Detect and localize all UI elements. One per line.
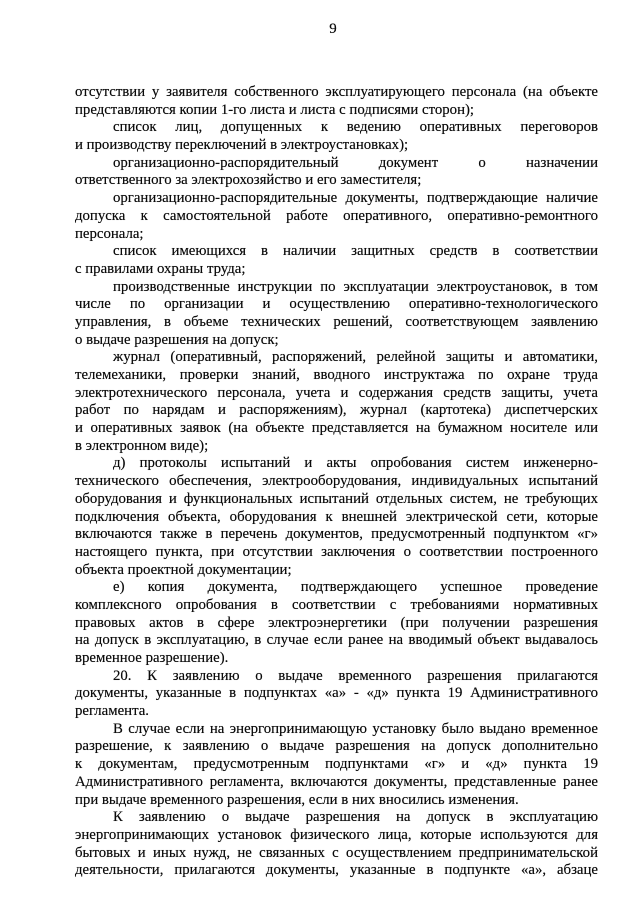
paragraph [75, 243, 598, 278]
text-line: объекта проектной документации; [75, 561, 292, 578]
text-line: управления, в объеме технических решений, соответствующем заявлению [75, 313, 598, 330]
text-line: д) протоколы испытаний и акты опробования систем инженерно- [113, 455, 598, 472]
text-line: К заявлению о выдаче разрешения на допуск в эксплуатацию [113, 809, 598, 826]
text-line: регламента. [75, 703, 149, 720]
text-line: представляются копии 1-го листа и листа с подписями сторон); [75, 101, 475, 118]
paragraph-continues-next-page [75, 809, 598, 880]
text-line: бытовых и иных нужд, не связанных с осуществлением предпринимательской [75, 844, 598, 861]
text-line: 20. К заявлению о выдаче временного разрешения прилагаются [113, 667, 598, 684]
text-line: персонала; [75, 225, 144, 242]
text-line: В случае если на энергопринимающую установку было выдано временное [113, 720, 598, 737]
paragraph-continued [75, 84, 598, 119]
text-line: работ по нарядам и распоряжениям), журнал (картотека) диспетчерских [75, 402, 598, 419]
paragraph [75, 349, 598, 455]
paragraph [75, 119, 598, 154]
text-line: Административного регламента, включаются документы, представленные ранее [75, 773, 598, 790]
text-line: оборудования и функциональных испытаний отдельных систем, не требующих [75, 490, 598, 507]
text-line: энергопринимающих установок физического лица, которые используются для [75, 826, 598, 843]
text-line: комплексного опробования в соответствии с требованиями нормативных [75, 596, 598, 613]
text-line: включаются также в перечень документов, предусмотренный подпунктом «г» [75, 526, 598, 543]
paragraph [75, 190, 598, 243]
text-line: при выдаче временного разрешения, если в них вносились изменения. [75, 791, 519, 808]
text-line: временное разрешение). [75, 650, 229, 666]
text-line: технического обеспечения, электрооборудования, индивидуальных испытаний [75, 473, 598, 490]
paragraph [75, 279, 598, 350]
paragraph-clause-20 [75, 668, 598, 721]
text-line: подключения объекта, оборудования к внешней электрической сети, которые [75, 508, 598, 525]
text-line: на допуск в эксплуатацию, в случае если ранее на вводимый объект выдавалось [75, 632, 598, 649]
paragraph-item-e [75, 579, 598, 667]
text-line: к документам, предусмотренным подпунктами «г» и «д» пункта 19 [75, 756, 598, 773]
text-line: журнал (оперативный, распоряжений, релейной защиты и автоматики, [113, 349, 598, 366]
text-line: ответственного за электрохозяйство и его заместителя; [75, 172, 422, 189]
text-line: в электронном виде); [75, 437, 209, 454]
text-line: настоящего пункта, при отсутствии заключения о соответствии построенного [75, 543, 598, 560]
text-line: допуска к самостоятельной работе оперативного, оперативно-ремонтного [75, 207, 598, 224]
paragraph [75, 155, 598, 190]
text-line: список имеющихся в наличии защитных средств в соответствии [113, 243, 598, 260]
text-line: деятельности, прилагаются документы, указанные в подпункте «а», абзаце [75, 862, 598, 879]
text-line: производственные инструкции по эксплуатации электроустановок, в том [113, 278, 598, 295]
text-line: разрешение, к заявлению о выдаче разрешения на допуск дополнительно [75, 738, 598, 755]
text-line: правовых актов в сфере электроэнергетики (при получении разрешения [75, 614, 598, 631]
text-line: электротехнического персонала, учета и содержания средств защиты, учета [75, 384, 598, 401]
paragraph [75, 721, 598, 809]
text-line: и оперативных заявок (на объекте представляется на бумажном носителе или [75, 420, 598, 437]
text-line: и производству переключений в электроустановках); [75, 137, 409, 154]
text-line: список лиц, допущенных к ведению оперативных переговоров [113, 119, 598, 136]
text-line: отсутствии у заявителя собственного эксплуатирующего персонала (на объекте [75, 84, 598, 100]
paragraph-item-d [75, 455, 598, 579]
text-line: организационно-распорядительный документ о назначении [113, 154, 598, 171]
text-line: е) копия документа, подтверждающего успешное проведение [113, 579, 598, 596]
text-line: документы, указанные в подпунктах «а» - «д» пункта 19 Административного [75, 685, 598, 702]
text-line: числе по организации и осуществлению оперативно-технологического [75, 296, 598, 313]
text-line: телемеханики, проверки знаний, вводного инструктажа по охране труда [75, 367, 598, 383]
text-line: о выдаче разрешения на допуск; [75, 331, 279, 348]
text-line: организационно-распорядительные документы, подтверждающие наличие [113, 190, 598, 207]
page-number: 9 [329, 21, 337, 37]
document-body [75, 84, 598, 880]
text-line: с правилами охраны труда; [75, 260, 246, 277]
